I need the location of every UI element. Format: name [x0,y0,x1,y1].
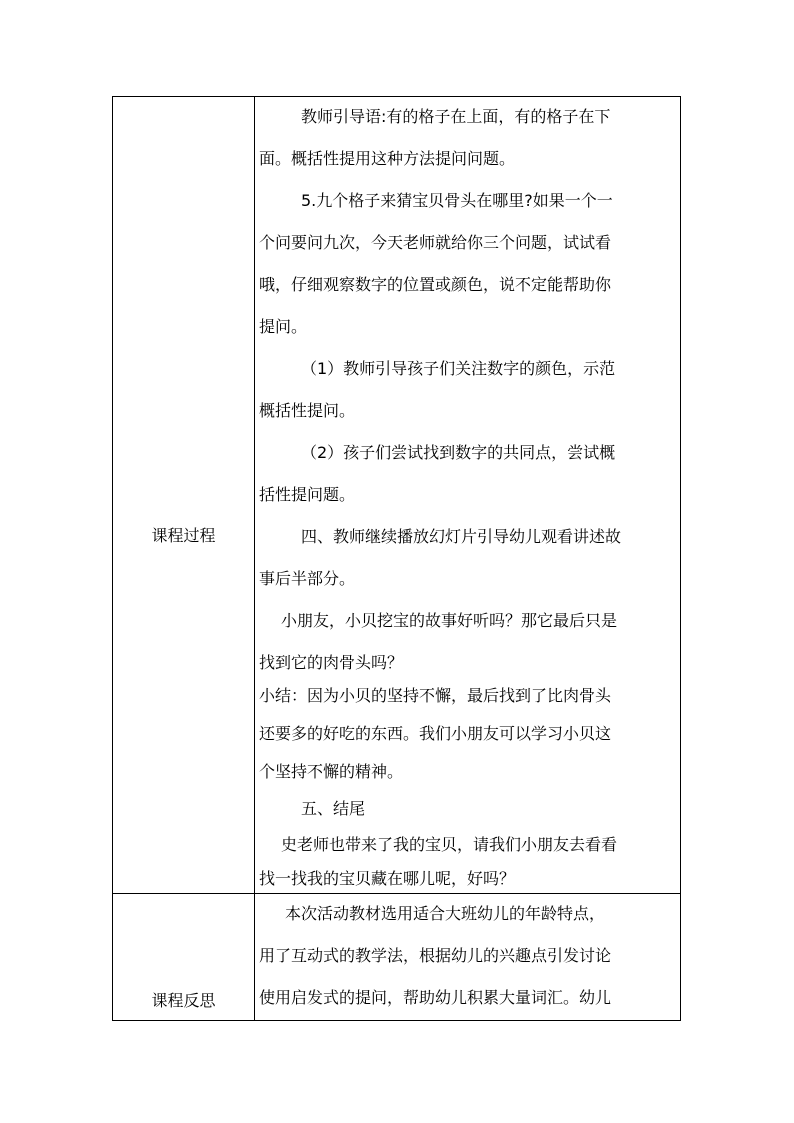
text-line: 概括性提问。 [259,401,356,420]
row-label-cell [113,894,255,1020]
text-line: 教师引导语:有的格子在上面，有的格子在下 [301,107,611,126]
text-line: 四、教师继续播放幻灯片引导幼儿观看讲述故 [301,527,622,546]
row-content-process [255,97,680,893]
row-label-process: 课程过程 [151,526,216,545]
text-line: 小朋友，小贝挖宝的故事好听吗？那它最后只是 [281,611,618,630]
text-line: 个问要问九次，今天老师就给你三个问题，试试看 [259,233,612,252]
text-line: 五、结尾 [301,799,366,818]
text-line: 哦，仔细观察数字的位置或颜色，说不定能帮助你 [259,275,612,294]
row-label-reflection: 课程反思 [151,991,216,1010]
text-line: 小结：因为小贝的坚持不懈，最后找到了比肉骨头 [259,686,612,705]
text-line: （2）孩子们尝试找到数字的共同点，尝试概 [301,443,616,462]
text-line: 史老师也带来了我的宝贝，请我们小朋友去看看 [281,835,618,854]
row-content-reflection [255,894,680,1020]
text-line: 用了互动式的教学法，根据幼儿的兴趣点引发讨论 [259,946,612,965]
text-line: （1）教师引导孩子们关注数字的颜色，示范 [301,359,616,378]
text-line: 使用启发式的提问，帮助幼儿积累大量词汇。幼儿 [259,988,612,1007]
table-row-reflection [113,894,680,1020]
text-line: 找到它的肉骨头吗？ [259,653,404,672]
text-line: 面。概括性提用这种方法提问问题。 [259,149,516,168]
table-row-process [113,97,680,894]
text-line: 括性提问题。 [259,485,356,504]
text-line: 提问。 [259,317,308,336]
text-line: 找一找我的宝贝藏在哪儿呢，好吗？ [259,869,516,888]
row-label-cell [113,97,255,893]
lesson-plan-table [112,96,681,1021]
text-line: 事后半部分。 [259,569,356,588]
text-line: 还要多的好吃的东西。我们小朋友可以学习小贝这 [259,724,612,743]
text-line: 5.九个格子来猜宝贝骨头在哪里?如果一个一 [301,191,613,210]
text-line: 个坚持不懈的精神。 [259,762,404,781]
text-line: 本次活动教材选用适合大班幼儿的年龄特点， [285,904,606,923]
